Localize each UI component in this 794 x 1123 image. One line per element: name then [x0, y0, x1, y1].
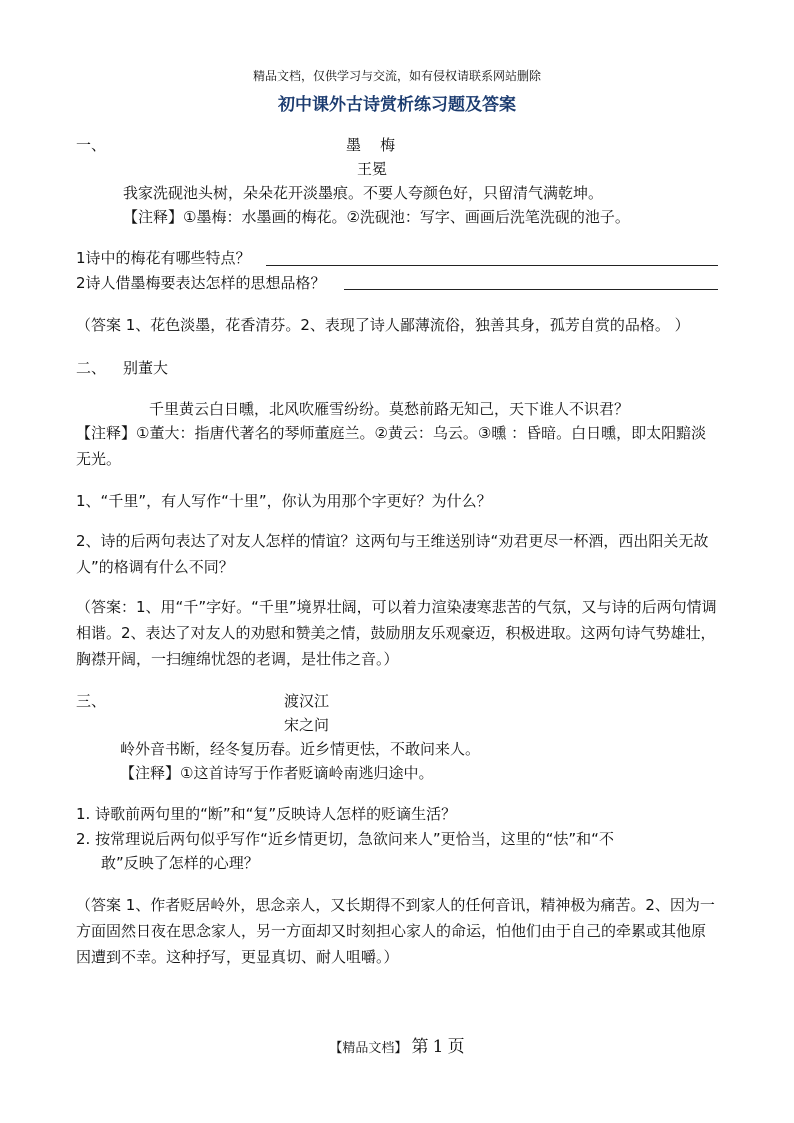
section-1-poem: 我家洗砚池头树，朵朵花开淡墨痕。不要人夸颜色好，只留清气满乾坤。	[123, 184, 604, 202]
page-title: 初中课外古诗赏析练习题及答案	[278, 95, 516, 115]
section-1-question-1: 1诗中的梅花有哪些特点？	[76, 249, 251, 267]
section-2-poem: 千里黄云白日曛，北风吹雁雪纷纷。莫愁前路无知己，天下谁人不识君？	[149, 400, 630, 418]
footer-label: 【精品文档】	[329, 1041, 408, 1056]
section-1-note: 【注释】①墨梅：水墨画的梅花。②洗砚池：写字、画画后洗笔洗砚的池子。	[123, 208, 630, 226]
answer-line-1	[266, 265, 718, 266]
section-1-author: 王冕	[357, 160, 388, 178]
section-2-number: 二、	[76, 359, 107, 377]
page-footer	[0, 1032, 794, 1057]
section-3-note: 【注释】①这首诗写于作者贬谪岭南逃归途中。	[120, 764, 434, 782]
section-2-note: 【注释】①董大：指唐代著名的琴师董庭兰。②黄云：乌云。③曛 ：昏暗。白日曛，即太阳黯淡无光。	[76, 424, 707, 468]
section-2-answer: （答案：1、用“千”字好。“千里”境界壮阔，可以着力渲染凄寒悲苦的气氛，又与诗的后两句情调相谐。2、表达了对友人的劝慰和赞美之情，鼓励朋友乐观豪迈，积极进取。这两句诗气势雄壮，胸襟开阔，一扫缠绵忧怨的老调，是壮伟之音。）	[76, 598, 717, 668]
section-1-answer: （答案 1、花色淡墨，花香清芬。2、表现了诗人鄙薄流俗，独善其身，孤芳自赏的品格。 ）	[76, 316, 690, 334]
answer-line-2	[344, 289, 718, 290]
section-3-question-1: 1. 诗歌前两句里的“断”和“复”反映诗人怎样的贬谪生活？	[76, 805, 457, 823]
footer-page-prefix: 第	[411, 1037, 429, 1057]
section-3-question-2: 2. 按常理说后两句似乎写作“近乡情更切，急欲问来人”更恰当，这里的“怯”和“不	[76, 830, 614, 848]
section-2-question-1: 1、“千里”，有人写作“十里”，你认为用那个字更好？为什么？	[76, 492, 492, 510]
section-3-question-2-cont: 敢”反映了怎样的心理？	[101, 854, 259, 872]
section-3-poem: 岭外音书断，经冬复历春。近乡情更怯，不敢问来人。	[120, 740, 481, 758]
section-3-number: 三、	[76, 692, 107, 710]
section-3-answer: （答案 1、作者贬居岭外，思念亲人，又长期得不到家人的任何音讯，精神极为痛苦。2、因为一方面固然日夜在思念家人，另一方面却又时刻担心家人的命运，怕他们由于自己的牵累或其他原因遭到不幸。这种抒写，更显真切、耐人咀嚼。）	[76, 896, 715, 966]
section-2-poem-title: 别董大	[123, 359, 169, 377]
section-3-author: 宋之问	[284, 716, 330, 734]
section-3-poem-title: 渡汉江	[284, 692, 330, 710]
section-1-number: 一、	[76, 136, 107, 154]
header-notice: 精品文档，仅供学习与交流，如有侵权请联系网站删除	[252, 69, 541, 83]
section-2-question-2: 2、诗的后两句表达了对友人怎样的情谊？这两句与王维送别诗“劝君更尽一杯酒，西出阳关无故人”的格调有什么不同？	[76, 532, 709, 576]
footer-page-suffix: 页	[447, 1037, 465, 1057]
section-1-poem-title: 墨 梅	[346, 136, 396, 154]
section-1-question-2: 2诗人借墨梅要表达怎样的思想品格？	[76, 274, 326, 292]
footer-page-number: 1	[432, 1037, 444, 1057]
